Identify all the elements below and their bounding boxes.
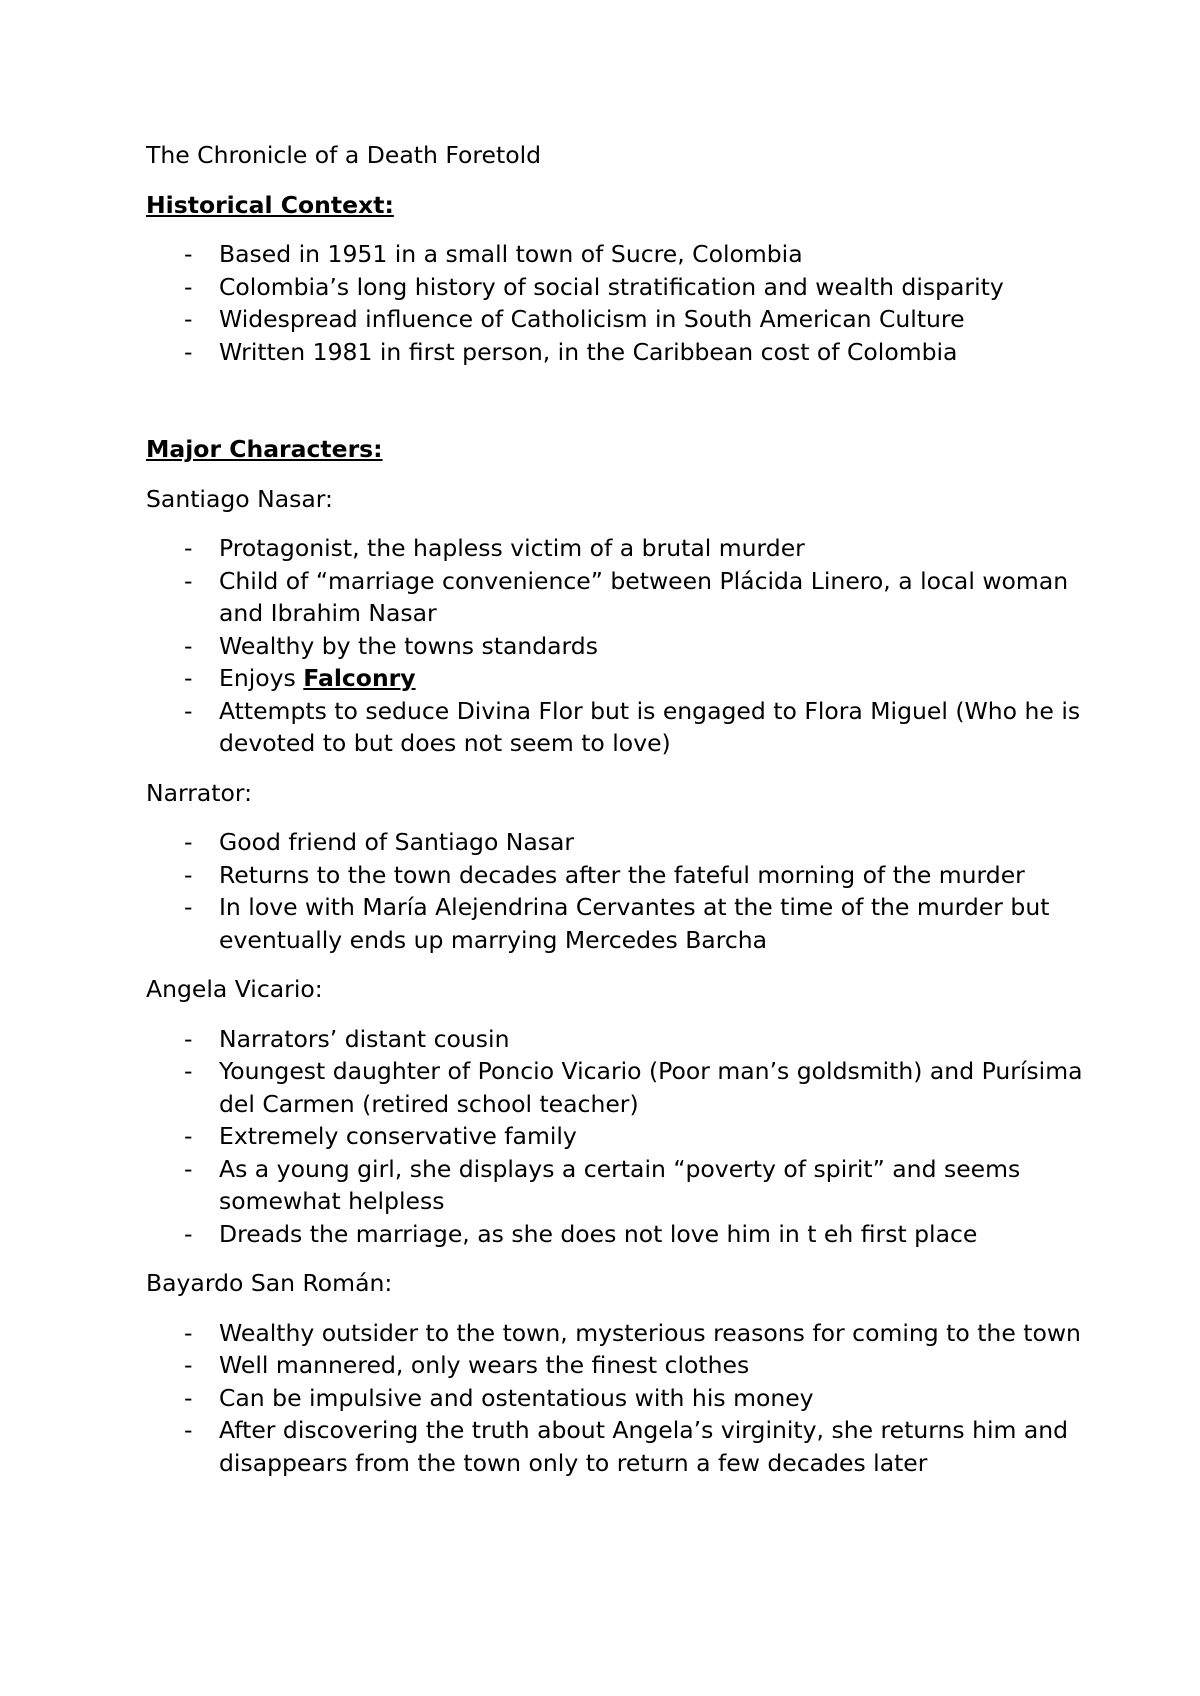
list-item: - In love with María Alejendrina Cervantes at the time of the murder but eventually ends up marrying Mercedes Barcha <box>184 893 1050 954</box>
major-characters-heading: Major Characters: <box>146 435 383 463</box>
bullet-dash: - <box>184 1416 193 1444</box>
bullet-dash: - <box>184 860 193 889</box>
bullet-dash: - <box>184 240 193 268</box>
bullet-dash: - <box>184 1219 193 1248</box>
bayardo-list <box>146 1317 1086 1480</box>
narrator-list <box>146 826 1086 956</box>
list-item: - Wealthy outsider to the town, mysterious reasons for coming to the town <box>146 1317 1086 1350</box>
historical-context-list <box>146 238 1086 368</box>
bullet-dash: - <box>184 664 193 692</box>
character-name-bayardo: Bayardo San Román: <box>146 1269 393 1297</box>
list-item: - Good friend of Santiago Nasar <box>146 826 1086 859</box>
bullet-dash: - <box>184 534 193 562</box>
list-item: - Child of “marriage convenience” between Plácida Linero, a local woman and Ibrahim Nasar <box>184 566 1069 627</box>
bullet-dash: - <box>184 1024 193 1053</box>
list-item: - As a young girl, she displays a certain “poverty of spirit” and seems somewhat helpless <box>184 1154 1021 1215</box>
list-item: - Youngest daughter of Poncio Vicario (Poor man’s goldsmith) and Purísima del Carmen (retired school teacher) <box>184 1057 1083 1118</box>
list-item: - Written 1981 in first person, in the Caribbean cost of Colombia <box>146 336 1086 369</box>
character-name-angela: Angela Vicario: <box>146 975 323 1003</box>
bullet-dash: - <box>184 1318 193 1347</box>
bullet-dash: - <box>184 566 193 595</box>
list-item <box>146 662 1086 695</box>
document-title: The Chronicle of a Death Foretold <box>146 141 542 169</box>
historical-context-heading: Historical Context: <box>146 190 394 219</box>
bullet-dash: - <box>184 1122 193 1150</box>
bullet-dash: - <box>184 893 193 921</box>
list-item: - Widespread influence of Catholicism in South American Culture <box>146 303 1086 336</box>
enjoys-prefix: Enjoys <box>219 664 304 692</box>
list-item: - Well mannered, only wears the finest clothes <box>146 1349 1086 1382</box>
list-item: - Attempts to seduce Divina Flor but is engaged to Flora Miguel (Who he is devoted to but does not seem to love) <box>184 696 1081 757</box>
list-item: - Can be impulsive and ostentatious with his money <box>146 1382 1086 1415</box>
list-item: - Dreads the marriage, as she does not love him in t eh first place <box>146 1218 1086 1251</box>
bullet-dash: - <box>184 631 193 660</box>
bullet-dash: - <box>184 272 193 301</box>
list-item: - Protagonist, the hapless victim of a brutal murder <box>146 532 1086 565</box>
bullet-dash: - <box>184 696 193 725</box>
bullet-dash: - <box>184 1383 193 1412</box>
angela-list <box>146 1023 1086 1251</box>
bullet-dash: - <box>184 1154 193 1183</box>
list-item: - Colombia’s long history of social stratification and wealth disparity <box>146 271 1086 304</box>
list-item: - Narrators’ distant cousin <box>146 1023 1086 1056</box>
bullet-dash: - <box>184 1057 193 1085</box>
document-page <box>146 139 1086 1496</box>
character-name-santiago: Santiago Nasar: <box>146 484 333 513</box>
list-item: - Based in 1951 in a small town of Sucre, Colombia <box>146 238 1086 271</box>
list-item: - Extremely conservative family <box>146 1120 1086 1153</box>
list-item: - Wealthy by the towns standards <box>146 630 1086 663</box>
santiago-list <box>146 532 1086 760</box>
list-item: - After discovering the truth about Angela’s virginity, she returns him and disappears from the town only to return a few decades later <box>184 1416 1069 1477</box>
bullet-dash: - <box>184 337 193 366</box>
falconry-emphasis: Falconry <box>303 664 416 692</box>
blank-line <box>146 385 1086 433</box>
bullet-dash: - <box>184 828 193 856</box>
bullet-dash: - <box>184 305 193 333</box>
bullet-dash: - <box>184 1351 193 1379</box>
character-name-narrator: Narrator: <box>146 778 253 807</box>
list-item: - Returns to the town decades after the fateful morning of the murder <box>146 859 1086 892</box>
